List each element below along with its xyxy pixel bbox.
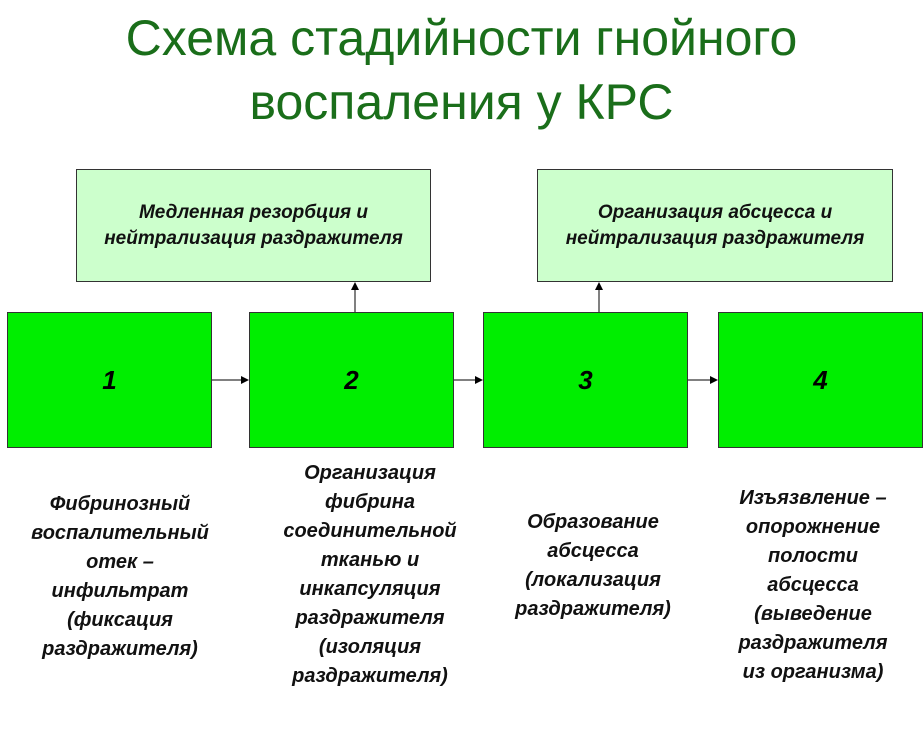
stage-number-2: 2 <box>344 364 359 395</box>
stage-description-3: Образование абсцесса (локализация раздражителя) <box>515 511 671 620</box>
top-box-resorption-text: Медленная резорбция и нейтрализация раздражителя <box>104 201 403 249</box>
stage-description-4: Изъязвление – опорожнение полости абсцесса (выведение раздражителя из организма) <box>738 487 888 683</box>
diagram-title: Схема стадийности гнойного воспаления у КРС <box>125 10 798 130</box>
stage-number-1: 1 <box>102 364 117 395</box>
stage-number-3: 3 <box>578 364 593 395</box>
stage-description-1: Фибринозный воспалительный отек – инфильтрат (фиксация раздражителя) <box>31 493 209 660</box>
stage-description-2: Организация фибрина соединительной тканью и инкапсуляция раздражителя (изоляция раздражителя) <box>283 462 457 687</box>
stage-number-4: 4 <box>813 364 828 395</box>
top-box-abscess-organization-text: Организация абсцесса и нейтрализация раздражителя <box>565 201 865 249</box>
